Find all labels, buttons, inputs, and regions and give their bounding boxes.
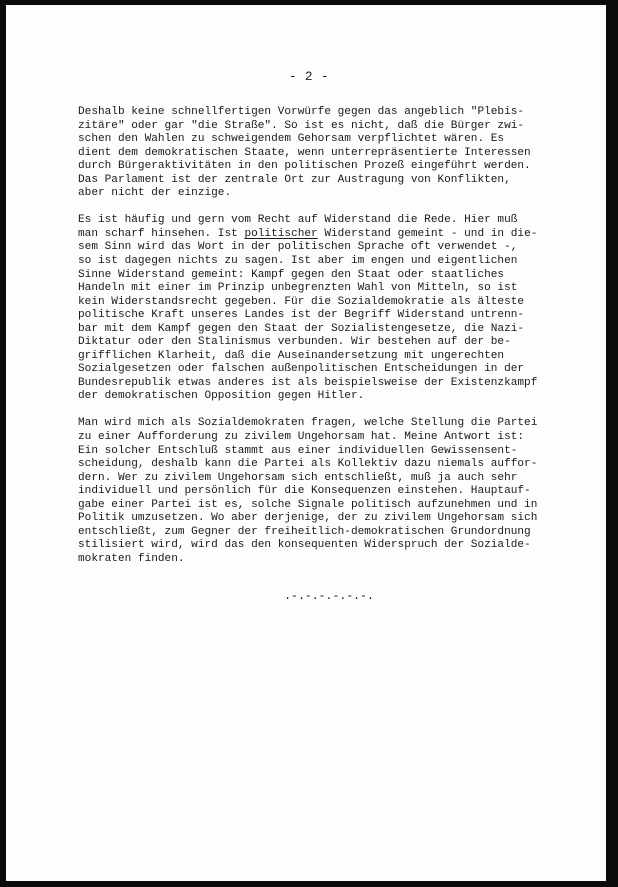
text-line: Diktatur oder den Stalinismus verbunden. Wir bestehen auf der be- <box>78 336 511 349</box>
text-line: Politik umzusetzen. Wo aber derjenige, der zu zivilem Ungehorsam sich <box>78 512 538 525</box>
text-fragment: Widerstand gemeint - und in die- <box>324 227 538 240</box>
text-line: grifflichen Klarheit, daß die Auseinandersetzung mit ungerechten <box>78 349 505 362</box>
text-line: aber nicht der einzige. <box>78 187 232 200</box>
text-line: der demokratischen Opposition gegen Hitler. <box>78 390 365 403</box>
scan-edge-bottom <box>0 881 618 887</box>
text-line-with-underline <box>78 228 588 242</box>
text-line: Sinne Widerstand gemeint: Kampf gegen den Staat oder staatliches <box>78 268 505 281</box>
text-line: bar mit dem Kampf gegen den Staat der Sozialistengesetze, die Nazi- <box>78 322 525 335</box>
document-body <box>78 106 588 580</box>
text-line: mokraten finden. <box>78 552 185 565</box>
text-line: politische Kraft unseres Landes ist der Begriff Widerstand untrenn- <box>78 309 525 322</box>
text-line: zu einer Aufforderung zu zivilem Ungehorsam hat. Meine Antwort ist: <box>78 431 525 444</box>
text-fragment: man scharf hinsehen. Ist <box>78 227 245 240</box>
paragraph-3 <box>78 417 588 566</box>
text-line: Man wird mich als Sozialdemokraten fragen, welche Stellung die Partei <box>78 417 538 430</box>
text-line: zitäre" oder gar "die Straße". So ist es nicht, daß die Bürger zwi- <box>78 119 525 132</box>
scan-edge-top <box>0 0 618 5</box>
text-line: so ist dagegen nichts zu sagen. Ist aber im engen und eigentlichen <box>78 254 518 267</box>
underlined-word: politischer <box>244 227 318 240</box>
text-line: schen den Wahlen zu schweigendem Gehorsam verpflichtet wären. Es <box>78 133 505 146</box>
text-line: durch Bürgeraktivitäten in den politischen Prozeß eingeführt werden. <box>78 160 531 173</box>
text-line: Bundesrepublik etwas anderes ist als beispielsweise der Existenzkampf <box>78 376 538 389</box>
text-line: entschließt, zum Gegner der freiheitlich-demokratischen Grundordnung <box>78 525 531 538</box>
text-line: scheidung, deshalb kann die Partei als Kollektiv dazu niemals auffor- <box>78 458 538 471</box>
text-line: Ein solcher Entschluß stammt aus einer individuellen Gewissensent- <box>78 444 518 457</box>
paragraph-1 <box>78 106 588 201</box>
text-line: dern. Wer zu zivilem Ungehorsam sich entschließt, muß ja auch sehr <box>78 471 518 484</box>
text-line: kein Widerstandsrecht gegeben. Für die Sozialdemokratie als älteste <box>78 295 525 308</box>
paragraph-2 <box>78 214 588 404</box>
text-line: Handeln mit einer im Prinzip unbegrenzten Wahl von Mitteln, so ist <box>78 282 518 295</box>
text-line: Sozialgesetzen oder falschen außenpolitischen Entscheidungen in der <box>78 363 525 376</box>
text-line: individuell und persönlich für die Konsequenzen einstehen. Hauptauf- <box>78 485 531 498</box>
page-number: - 2 - <box>288 70 329 84</box>
text-line: dient dem demokratischen Staate, wenn unterrepräsentierte Interessen <box>78 146 531 159</box>
scan-edge-left <box>0 0 6 887</box>
text-line: Es ist häufig und gern vom Recht auf Widerstand die Rede. Hier muß <box>78 214 518 227</box>
scan-edge-right <box>606 0 618 887</box>
text-line: gabe einer Partei ist es, solche Signale politisch aufzunehmen und in <box>78 498 538 511</box>
text-line: Deshalb keine schnellfertigen Vorwürfe gegen das angeblich "Plebis- <box>78 106 525 118</box>
text-line: stilisiert wird, wird das den konsequenten Widerspruch der Sozialde- <box>78 539 531 552</box>
text-line: sem Sinn wird das Wort in der politischen Sprache oft verwendet -, <box>78 241 518 254</box>
end-of-text-mark: .-.-.-.-.-.-. <box>284 590 374 603</box>
text-line: Das Parlament ist der zentrale Ort zur Austragung von Konflikten, <box>78 173 511 186</box>
